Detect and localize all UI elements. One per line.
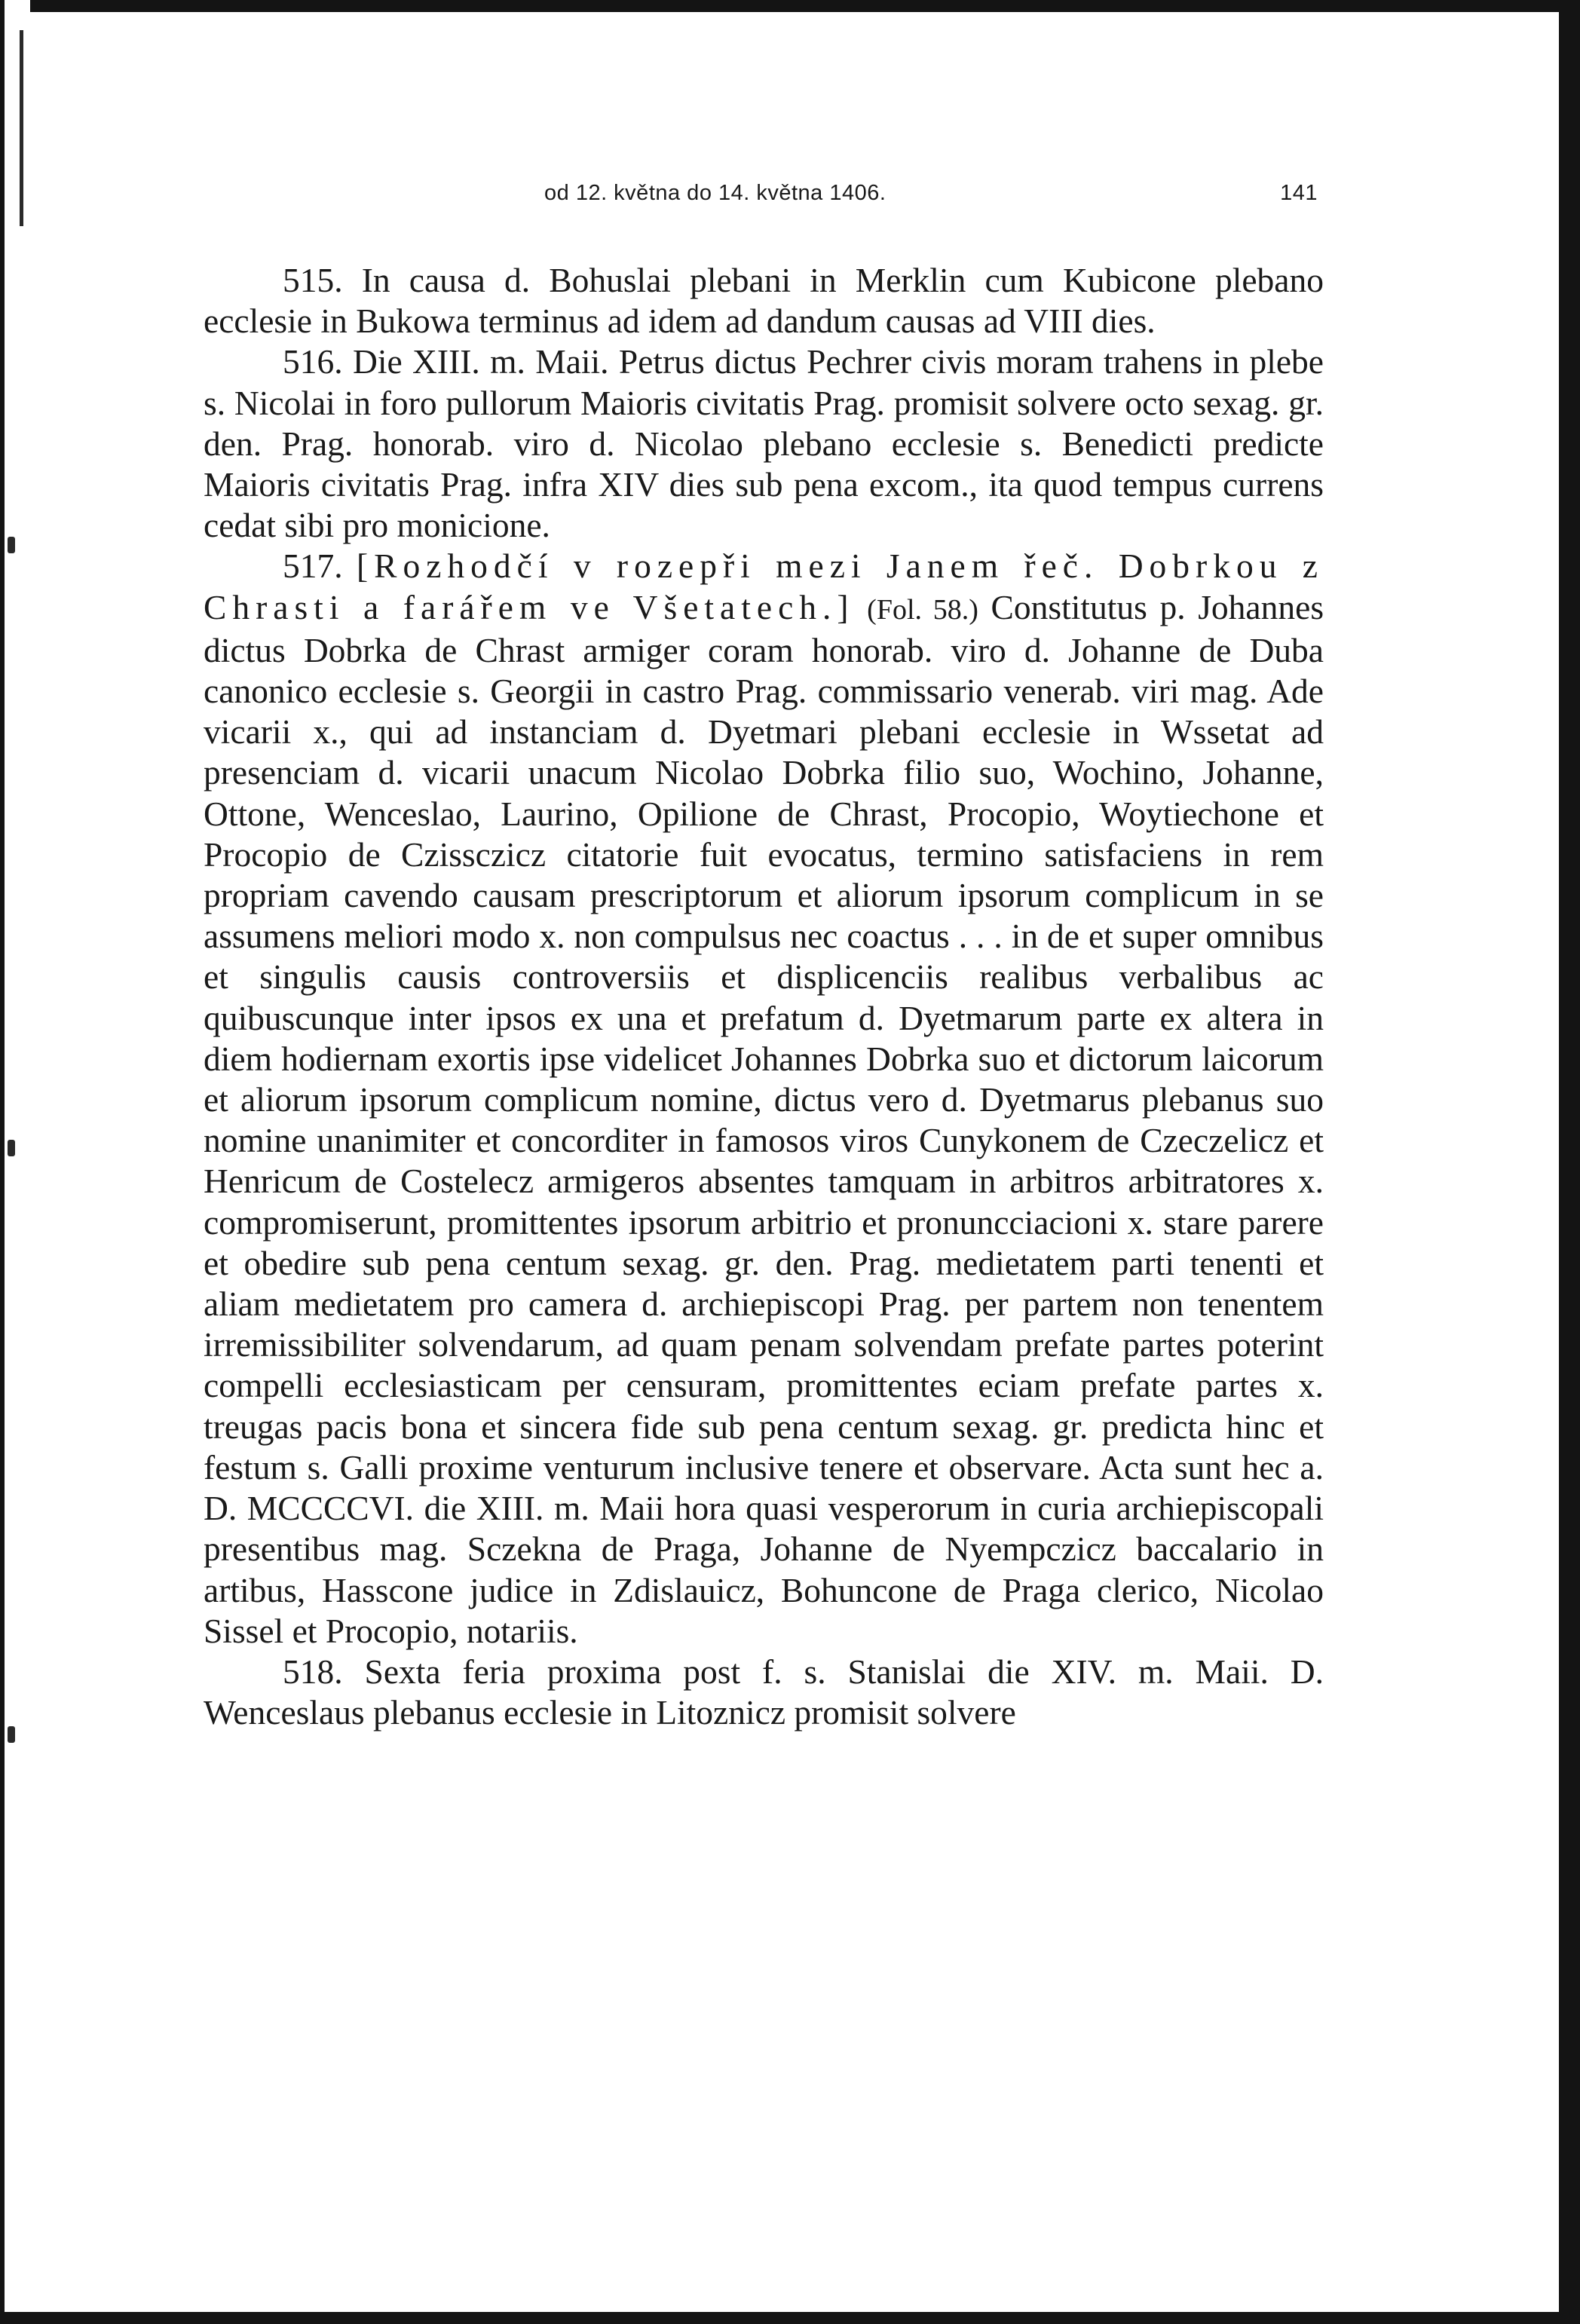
entry-516 — [204, 341, 1324, 546]
entry-text: In causa d. Bohuslai plebani in Merklin cum Kubicone plebano ecclesie in Bukowa terminus ad idem ad dandum causas ad VIII dies. — [204, 261, 1324, 341]
entry-text: Constitutus p. Johannes dictus Dobrka de Chrast armiger coram honorab. viro d. Johanne de Duba canonico ecclesie s. Georgii in castro Prag. commissario venerab. viri mag. Ade vicarii x., qui ad instanciam d. Dyetmari plebani ecclesie in Wssetat ad presenciam d. vicarii unacum Nicolao Dobrka filio suo, Wochino, Johanne, Ottone, Wenceslao, Laurino, Opilione de Chrast, Procopio, Woytiechone et Procopio de Czissczicz citatorie fuit evocatus, termino satisfaciens in rem propriam cavendo causam prescriptorum et aliorum ipsorum complicum in se assumens meliori modo x. non compulsus nec coactus . . . in de et super omnibus et singulis causis controversiis et displicenciis realibus verbalibus ac quibuscunque inter ipsos ex una et prefatum d. Dyetmarum parte ex altera in diem hodiernam exortis ipse videlicet Johannes Dobrka suo et dictorum laicorum et aliorum ipsorum complicum nomine, dictus vero d. Dyetmarus plebanus suo nomine unanimiter et concorditer in famosos viros Cunykonem de Czeczelicz et Henricum de Costelecz armigeros absentes tamquam in arbitros arbitratores x. compromiserunt, promittentes ipsorum arbitrio et pronuncciacioni x. stare parere et obedire sub pena centum sexag. gr. den. Prag. medietatem parti tenenti et aliam medietatem pro camera d. archiepiscopi Prag. per partem non tenentem irremissibiliter solvendarum, ad quam penam solvendam prefate partes poterint compelli ecclesiasticam per censuram, promittentes eciam prefate partes x. treugas pacis bona et sincera fide sub pena centum sexag. gr. predicta hinc et festum s. Galli proxime venturum inclusive tenere et observare. Acta sunt hec a. D. MCCCCVI. die XIII. m. Maii hora quasi vesperorum in curia archiepiscopali presentibus mag. Sczekna de Praga, Johanne de Nyempczicz baccalario in artibus, Hasscone judice in Zdislauicz, Bohuncone de Praga clerico, Nicolao Sissel et Procopio, notariis. — [204, 587, 1324, 1650]
entry-515 — [204, 260, 1324, 341]
scan-edge-bottom — [0, 2312, 1580, 2324]
entry-517 — [204, 546, 1324, 1651]
folio-reference: (Fol. 58.) — [867, 593, 978, 626]
entry-text: Die XIII. m. Maii. Petrus dictus Pechrer civis moram trahens in plebe s. Nicolai in foro pullorum Maioris civitatis Prag. promisit solvere octo sexag. gr. den. Prag. honorab. viro d. Nicolao plebano ecclesie s. Benedicti predicte Maioris civitatis Prag. infra XIV dies sub pena excom., ita quod tempus currens cedat sibi pro monicione. — [204, 342, 1324, 545]
scan-mark — [8, 1726, 15, 1743]
entry-heading: [Rozhodčí v rozepři mezi Janem řeč. Dobrkou z Chrasti a farářem ve Všetatech.] — [204, 547, 1324, 626]
document-body — [204, 260, 1324, 1733]
scan-mark — [8, 537, 15, 553]
scan-edge-left — [0, 0, 30, 2324]
running-header — [204, 178, 1324, 216]
entry-number: 518. — [283, 1652, 343, 1691]
entry-number: 517. — [283, 547, 343, 586]
scan-mark — [8, 1140, 15, 1156]
entry-number: 516. — [283, 342, 343, 381]
entry-518 — [204, 1652, 1324, 1733]
scan-edge-top — [0, 0, 1580, 12]
header-title: od 12. května do 14. května 1406. — [544, 181, 886, 205]
scan-edge-right — [1559, 0, 1580, 2324]
entry-text: Sexta feria proxima post f. s. Stanislai die XIV. m. Maii. D. Wenceslaus plebanus ecclesie in Litoznicz promisit solvere — [204, 1652, 1324, 1732]
page-number: 141 — [1280, 181, 1318, 205]
scan-edge-left-line — [20, 30, 23, 226]
entry-number: 515. — [283, 261, 343, 299]
